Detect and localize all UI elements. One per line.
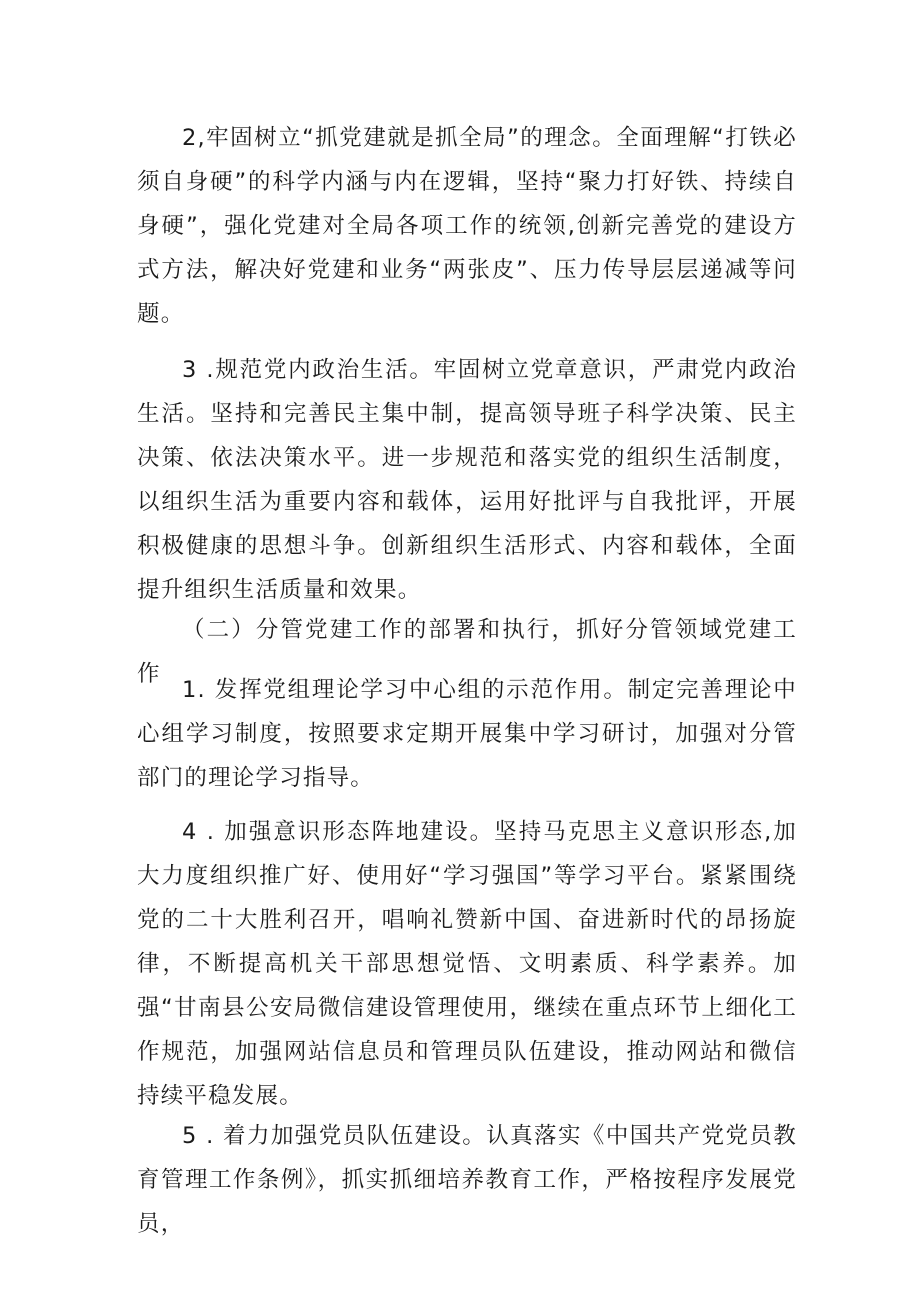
paragraph-item-5: 5 . 着力加强党员队伍建设。认真落实《中国共产党党员教育管理工作条例》，抓实抓细培养教育工作，严格按程序发展党员， [137, 1123, 797, 1237]
paragraph-item-4: 4 . 加强意识形态阵地建设。坚持马克思主义意识形态,加大力度组织推广好、使用好“学习强国”等学习平台。紧紧围绕党的二十大胜利召开，唱响礼赞新中国、奋进新时代的昂扬旋律，不断提高机关干部思想觉悟、文明素质、科学素养。加强“甘南县公安局微信建设管理使用，继续在重点环节上细化工作规范，加强网站信息员和管理员队伍建设，推动网站和微信持续平稳发展。 [137, 819, 797, 1109]
paragraph-item-3: 3 .规范党内政治生活。牢固树立党章意识，严肃党内政治生活。坚持和完善民主集中制，提高领导班子科学决策、民主决策、依法决策水平。进一步规范和落实党的组织生活制度，以组织生活为重要内容和载体，运用好批评与自我批评，开展积极健康的思想斗争。创新组织生活形式、内容和载体，全面提升组织生活质量和效果。 [137, 357, 797, 603]
section-heading: （二）分管党建工作的部署和执行，抓好分管领域党建工作 [137, 617, 797, 687]
paragraph-item-2: 2,牢固树立“抓党建就是抓全局”的理念。全面理解“打铁必须自身硬”的科学内涵与内在逻辑，坚持“聚力打好铁、持续自身硬”，强化党建对全局各项工作的统领,创新完善党的建设方式方法，解决好党建和业务“两张皮”、压力传导层层递减等问题。 [137, 125, 797, 327]
paragraph-item-1: 1. 发挥党组理论学习中心组的示范作用。制定完善理论中心组学习制度，按照要求定期开展集中学习研讨，加强对分管部门的理论学习指导。 [137, 677, 797, 791]
